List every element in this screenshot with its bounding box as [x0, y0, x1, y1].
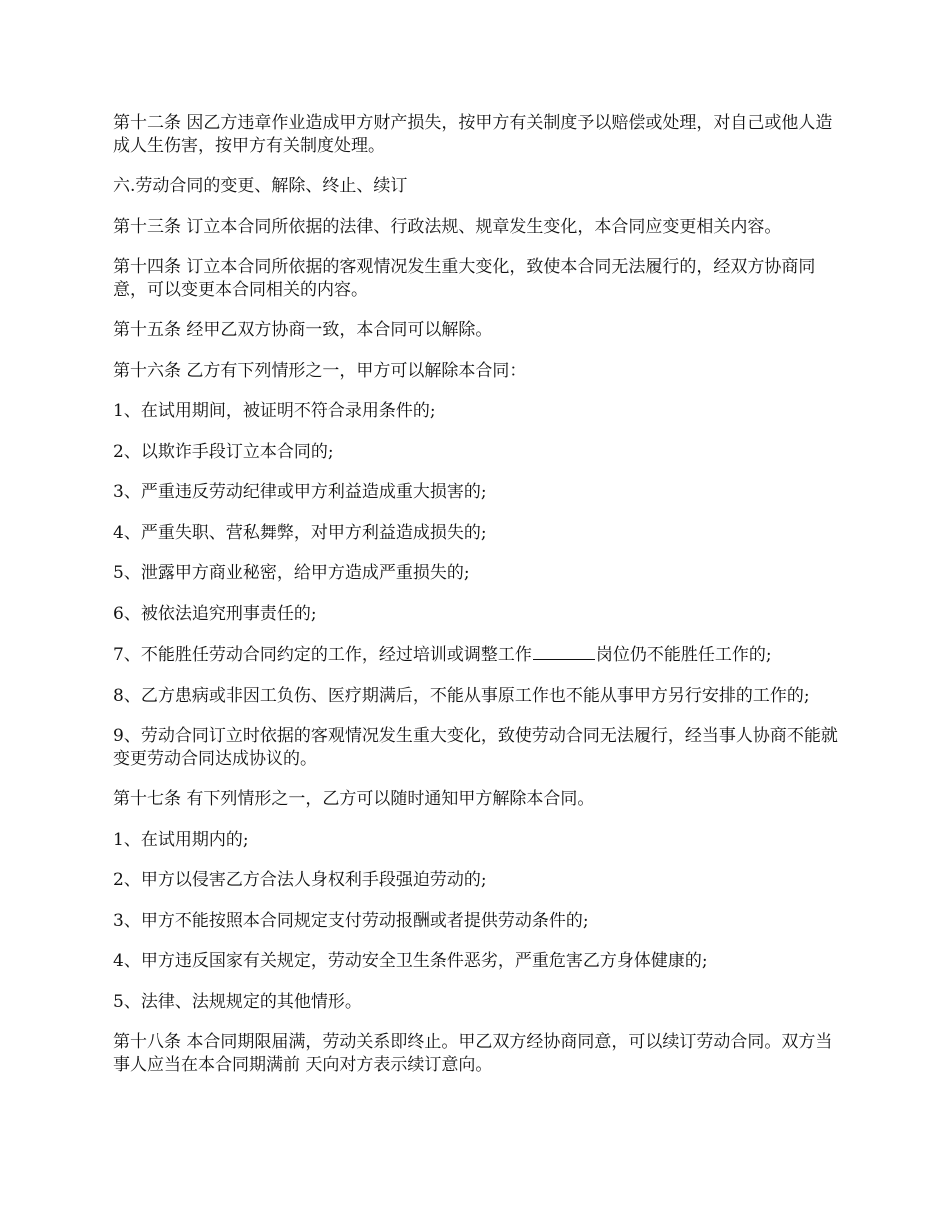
- item-7-text-after: 岗位仍不能胜任工作的;: [595, 645, 772, 665]
- article-16-item-8: 8、乙方患病或非因工负伤、医疗期满后，不能从事原工作也不能从事甲方另行安排的工作的;: [113, 685, 810, 706]
- article-17-item-3: 3、甲方不能按照本合同规定支付劳动报酬或者提供劳动条件的;: [113, 910, 589, 931]
- section-6-heading: 六.劳动合同的变更、解除、终止、续订: [113, 176, 408, 196]
- article-15: 第十五条 经甲乙双方协商一致，本合同可以解除。: [113, 320, 493, 340]
- article-16-item-1: 1、在试用期间，被证明不符合录用条件的;: [113, 401, 436, 421]
- article-17-item-1: 1、在试用期内的;: [113, 829, 249, 850]
- article-17-item-5: 5、法律、法规规定的其他情形。: [113, 991, 362, 1012]
- article-16-item-9: 9、劳动合同订立时依据的客观情况发生重大变化，致使劳动合同无法履行，经当事人协商不能就变更劳动合同达成协议的。: [113, 726, 838, 769]
- article-17-item-2: 2、甲方以侵害乙方合法人身权利手段强迫劳动的;: [113, 870, 487, 890]
- article-16-item-5: 5、泄露甲方商业秘密，给甲方造成严重损失的;: [113, 563, 470, 583]
- document-page: [113, 112, 838, 1094]
- fill-in-blank[interactable]: [533, 643, 595, 660]
- article-17: 第十七条 有下列情形之一，乙方可以随时通知甲方解除本合同。: [113, 789, 595, 809]
- article-16-item-3: 3、严重违反劳动纪律或甲方利益造成重大损害的;: [113, 482, 487, 502]
- article-18: 第十八条 本合同期限届满，劳动关系即终止。甲乙双方经协商同意，可以续订劳动合同。双方当事人应当在本合同期满前 天向对方表示续订意向。: [113, 1032, 833, 1075]
- article-16-item-7: [113, 643, 838, 667]
- article-16: 第十六条 乙方有下列情形之一，甲方可以解除本合同：: [113, 360, 527, 381]
- article-13: 第十三条 订立本合同所依据的法律、行政法规、规章发生变化，本合同应变更相关内容。: [113, 216, 782, 237]
- article-14: 第十四条 订立本合同所依据的客观情况发生重大变化，致使本合同无法履行的，经双方协商同意，可以变更本合同相关的内容。: [113, 257, 816, 300]
- article-16-item-2: 2、以欺诈手段订立本合同的;: [113, 441, 334, 462]
- article-16-item-6: 6、被依法追究刑事责任的;: [113, 603, 317, 624]
- article-17-item-4: 4、甲方违反国家有关规定，劳动安全卫生条件恶劣，严重危害乙方身体健康的;: [113, 951, 708, 971]
- article-16-item-4: 4、严重失职、营私舞弊，对甲方利益造成损失的;: [113, 522, 487, 543]
- article-12: 第十二条 因乙方违章作业造成甲方财产损失，按甲方有关制度予以赔偿或处理，对自己或他人造成人生伤害，按甲方有关制度处理。: [113, 113, 833, 156]
- item-7-text-before: 7、不能胜任劳动合同约定的工作，经过培训或调整工作: [113, 645, 532, 665]
